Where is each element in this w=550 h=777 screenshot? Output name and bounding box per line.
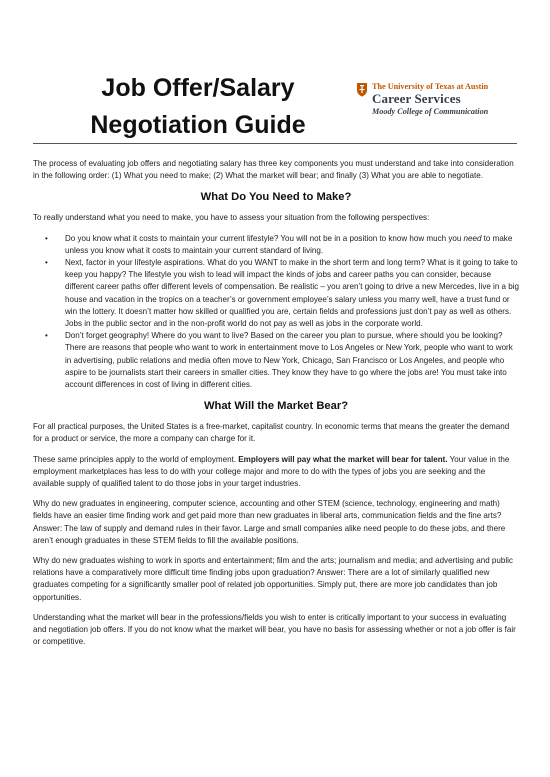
market-paragraph-5: Understanding what the market will bear in the professions/fields you wish to enter is critically important to your success in evaluating and negotiation job offers. If you do not know what the market will bear, you have no basis for assessing whether or not a job offer is fair or competitive.	[33, 612, 516, 647]
ut-seal-icon	[356, 82, 368, 97]
intro-paragraph: The process of evaluating job offers and negotiating salary has three key components you must understand and take into consideration in the following order: (1) What you need to make; (2) What the market will bear; and finally (3) What you are able to negotiate.	[33, 159, 514, 181]
market-paragraph-3: Why do new graduates in engineering, computer science, accounting and other STEM (science, technology, engineering and math) fields have an easier time finding work and get paid more than new graduates in liberal arts, communication fields and the fine arts? Answer: The law of supply and demand rules in their favor. Large and small companies alike need people to do these jobs, and there aren’t enough graduates in these STEM fields to fill the available positions.	[33, 499, 506, 545]
bullet-icon: •	[45, 233, 48, 243]
career-services-logo	[356, 82, 516, 122]
bullet-icon: •	[45, 331, 48, 341]
title-line-2: Negotiation Guide	[90, 111, 306, 139]
market-p2-after: Your value in the employment marketplaces has less to do with your college major and more to do with the types of jobs you are seeking and the available supply of qualified talent to do those jobs in your target industries.	[33, 454, 510, 489]
logo-university: The University of Texas at Austin	[372, 82, 489, 91]
section-need-lead: To really understand what you need to make, you have to assess your situation from the following perspectives:	[33, 213, 430, 223]
section-heading-market: What Will the Market Bear?	[203, 400, 349, 413]
logo-college: Moody College of Communication	[372, 107, 489, 116]
header-divider	[33, 143, 517, 144]
list-item	[33, 257, 519, 330]
bullet-1-before: Do you know what it costs to maintain your current lifestyle? You will not be in a position to know how much you	[65, 233, 464, 243]
need-bullet-list	[33, 233, 519, 392]
bullet-3-text: Don’t forget geography! Where do you want to live? Based on the career you plan to pursue, where should you be looking? There are reasons that people who want to work in entertainment move to Los Angeles or New York, people who want to work in advertising, public relations and media often move to New York, Chicago, San Francisco or Los Angeles, and people who aspire to be journalists start their careers in smaller cities. They know they have to go where the jobs are! You must take into account differences in cost of living in different cities.	[65, 331, 513, 390]
market-p2-before: These same principles apply to the world of employment.	[33, 454, 239, 464]
market-paragraph-1: For all practical purposes, the United States is a free-market, capitalist country. In economic terms that means the greater the demand for a product or service, the more a company can charge for it.	[33, 422, 510, 444]
logo-career-services: Career Services	[372, 91, 461, 106]
list-item	[33, 330, 519, 391]
bullet-1-emphasis: need	[463, 233, 482, 243]
list-item	[33, 233, 519, 257]
market-paragraph-2	[33, 454, 519, 491]
document-body	[33, 158, 519, 657]
title-line-1: Job Offer/Salary	[101, 74, 295, 102]
section-heading-need: What Do You Need to Make?	[200, 191, 352, 204]
bullet-1-after: to make unless you know what it costs to maintain your current standard of living.	[65, 233, 513, 255]
market-paragraph-4: Why do new graduates wishing to work in sports and entertainment; film and the arts; journalism and media; and advertising and public relations have a comparatively more difficult time finding jobs upon graduation? Answer: There are a lot of similarly qualified new graduates competing for a significantly smaller pool of related job opportunities. Simply put, there are more job candidates than job opportunities.	[33, 556, 513, 602]
market-p2-bold: Employers will pay what the market will bear for talent.	[238, 454, 448, 464]
bullet-2-text: Next, factor in your lifestyle aspirations. What do you WANT to make in the short term and long term? What is it going to take to keep you happy? The lifestyle you wish to lead will impact the kinds of jobs and career paths you can consider, because different career paths offer different levels of compensation. Be realistic – you aren’t going to drive a new Mercedes, live in a big house and vacation in the tropics on a teacher’s or government employee’s salary unless you marry well, have a trust fund or win the lottery. It doesn’t matter how skilled or qualified you are, certain fields and professions just don’t pay as well as others. Jobs in the public sector and in the non-profit world do not pay as well as jobs in the corporate world.	[65, 258, 520, 329]
page-title	[68, 70, 328, 144]
bullet-icon: •	[45, 258, 48, 268]
